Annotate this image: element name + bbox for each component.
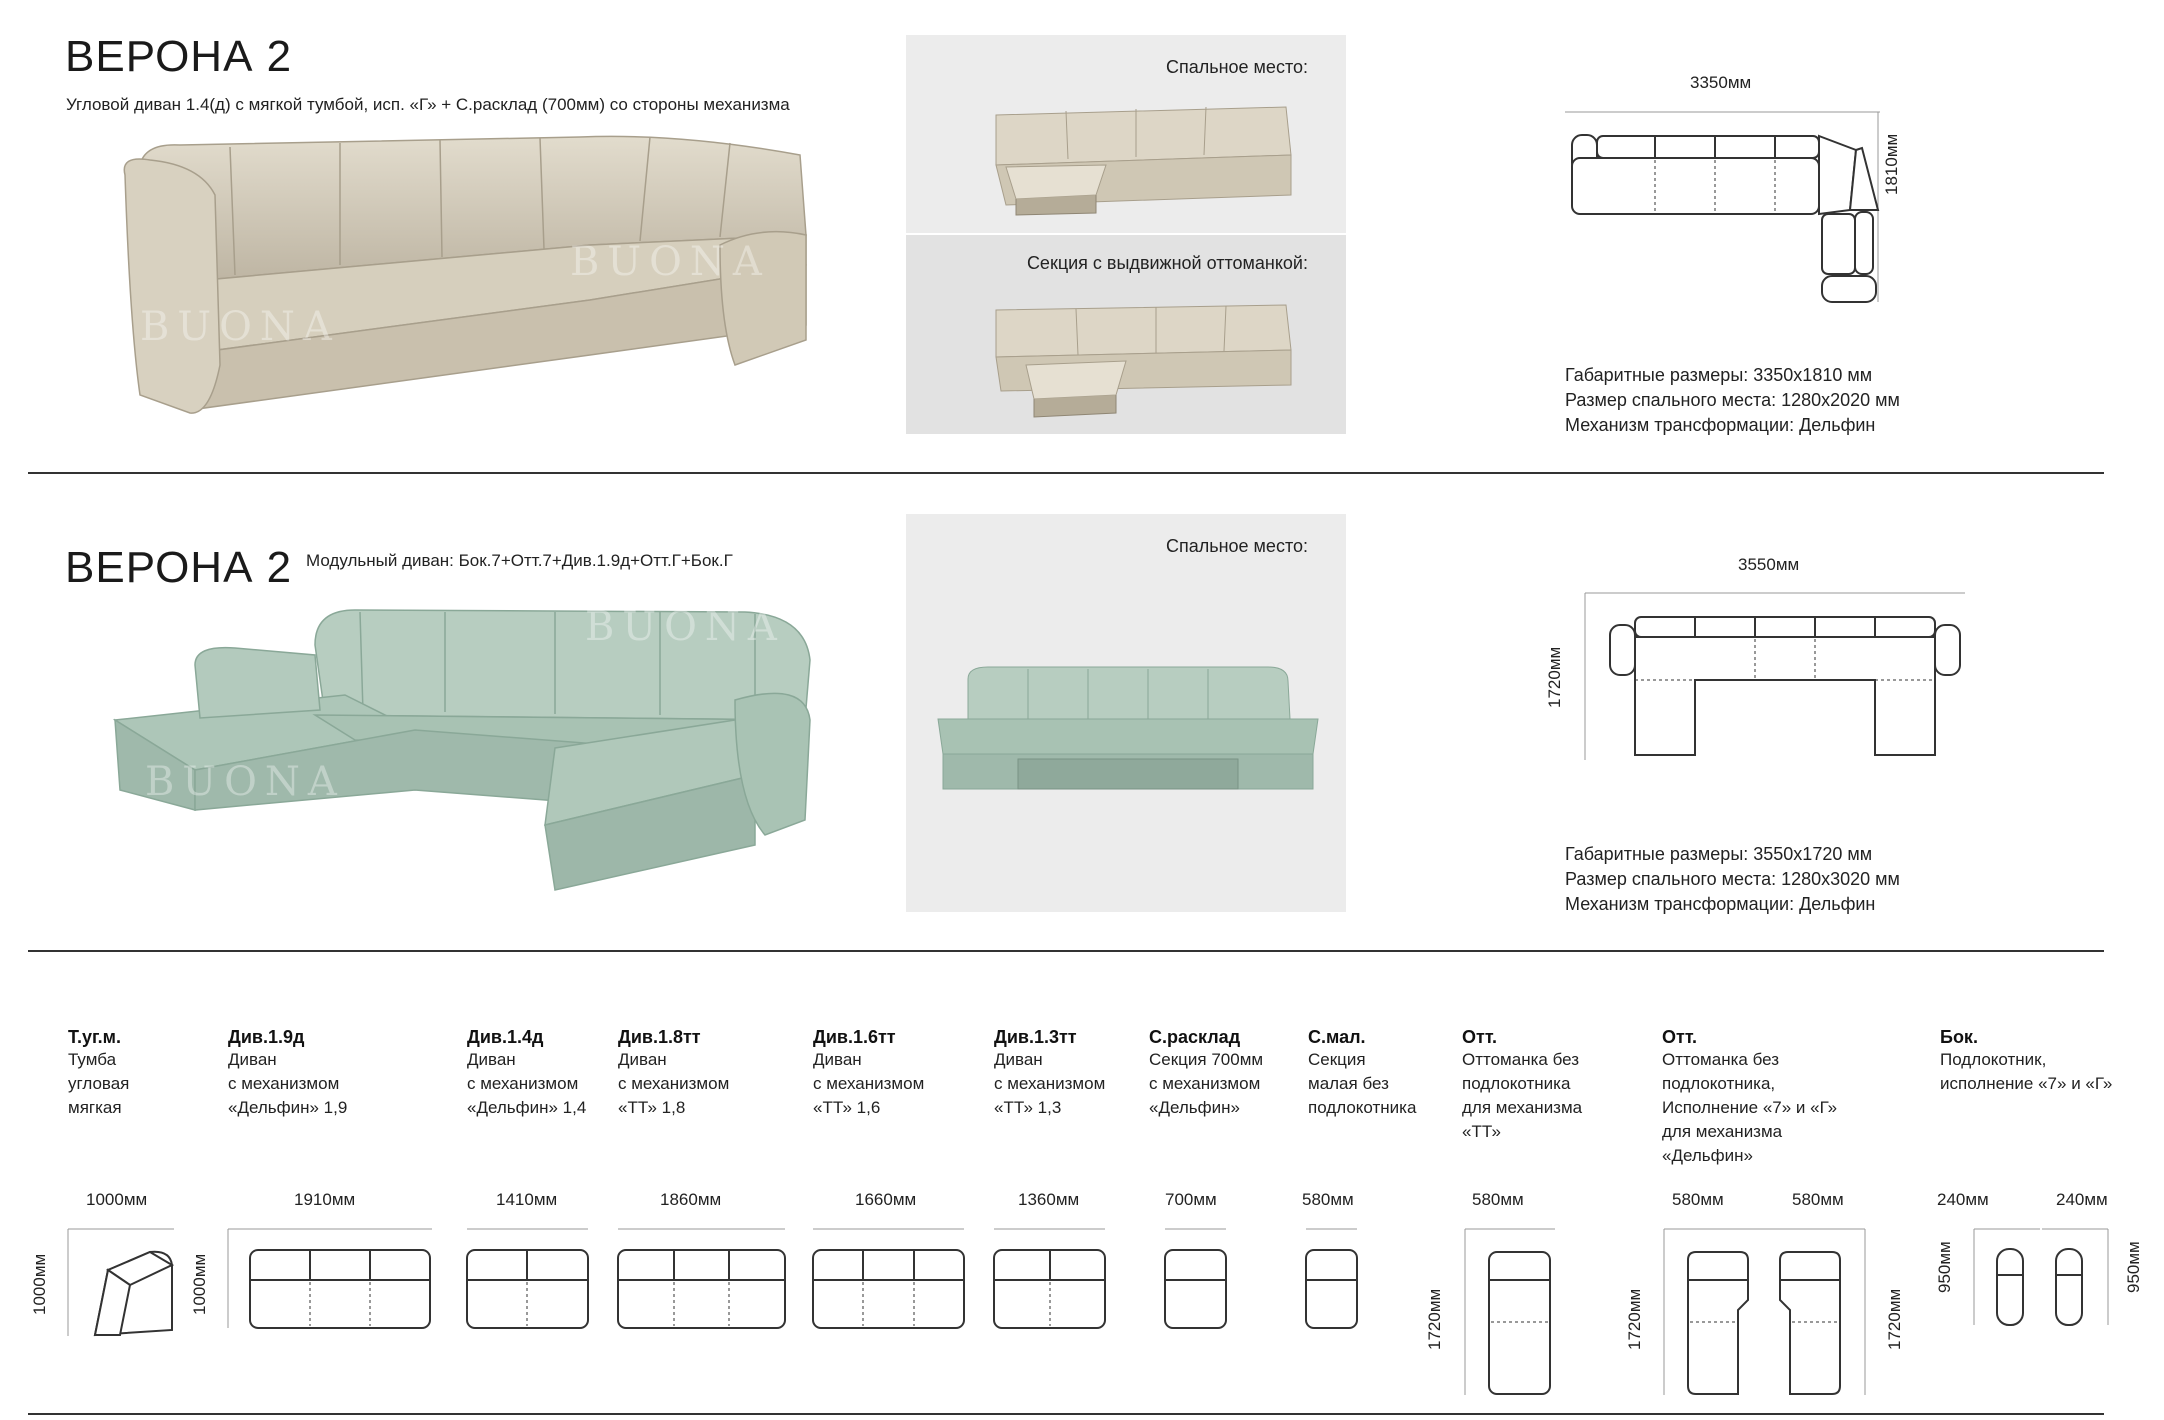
- module-desc-line: малая без: [1308, 1074, 1389, 1093]
- module-div-1-9d: [228, 1027, 347, 1120]
- module-desc-line: Оттоманка без: [1462, 1050, 1579, 1069]
- module-code: Див.1.3тт: [994, 1027, 1077, 1047]
- dim-label: 1000мм: [30, 1253, 49, 1315]
- module-s-mal: [1308, 1027, 1416, 1120]
- module-code: С.мал.: [1308, 1027, 1366, 1047]
- module-desc-line: «ТТ»: [1462, 1122, 1501, 1141]
- module-desc-line: для механизма: [1462, 1098, 1583, 1117]
- section1-dim-depth: 1810мм: [1882, 133, 1901, 195]
- section2-specs: [1565, 842, 1900, 917]
- section1-watermark-left: BUONA: [140, 304, 340, 350]
- dim-label: 580мм: [1302, 1190, 1354, 1209]
- s-rasklad-drawing: [1165, 1229, 1226, 1328]
- module-desc-line: Диван: [618, 1050, 667, 1069]
- module-div-1-4d: [467, 1027, 586, 1120]
- divider-1: [28, 472, 2104, 474]
- dim-label: 240мм: [1937, 1190, 1989, 1209]
- module-code: Бок.: [1940, 1027, 1978, 1047]
- dim-label: 700мм: [1165, 1190, 1217, 1209]
- section2-dim-width: 3550мм: [1738, 555, 1800, 574]
- armrest-drawing: [1974, 1229, 2108, 1325]
- module-desc-line: с механизмом: [994, 1074, 1106, 1093]
- module-desc-line: «Дельфин» 1,4: [467, 1098, 587, 1117]
- ottoman-tt-drawing: [1465, 1229, 1555, 1395]
- section2-dim-depth: 1720мм: [1545, 646, 1564, 708]
- module-code: Т.уг.м.: [68, 1027, 121, 1047]
- module-desc-line: Оттоманка без: [1662, 1050, 1779, 1069]
- section1-spec-dimensions: Габаритные размеры: 3350х1810 мм: [1565, 365, 1873, 385]
- module-code: Отт.: [1662, 1027, 1698, 1047]
- module-desc-line: Тумба: [68, 1050, 117, 1069]
- section1-plan-diagram: [1560, 100, 1880, 320]
- dim-label: 1000мм: [190, 1253, 209, 1315]
- divider-2: [28, 950, 2104, 952]
- div-1-3tt-drawing: [994, 1229, 1105, 1328]
- module-ottoman-tt: [1462, 1027, 1582, 1144]
- section1-panel-ottoman-label: Секция с выдвижной оттоманкой:: [1026, 253, 1308, 273]
- module-code: С.расклад: [1149, 1027, 1241, 1047]
- module-div-1-8tt: [618, 1027, 729, 1120]
- module-desc-line: с механизмом: [1149, 1074, 1261, 1093]
- section1-sofa-photo: [120, 125, 810, 415]
- section2-watermark-right: BUONA: [585, 604, 785, 650]
- section2-sofa-photo: [115, 600, 815, 900]
- module-code: Див.1.8тт: [618, 1027, 701, 1047]
- module-desc-line: Секция: [1308, 1050, 1366, 1069]
- module-div-1-6tt: [813, 1027, 924, 1120]
- s-mal-drawing: [1306, 1229, 1357, 1328]
- ottoman-section-photo-icon: [986, 295, 1296, 425]
- dim-label: 1720мм: [1625, 1288, 1644, 1350]
- section1-watermark-right: BUONA: [570, 239, 770, 285]
- div-1-4-drawing: [467, 1229, 588, 1328]
- section1-spec-mechanism: Механизм трансформации: Дельфин: [1565, 415, 1876, 435]
- ottoman-delfin-drawing: [1664, 1229, 1865, 1395]
- module-desc-line: с механизмом: [467, 1074, 579, 1093]
- corner-table-drawing: [68, 1229, 174, 1336]
- section1-panel-ottoman: [906, 235, 1346, 434]
- module-desc-line: «Дельфин» 1,9: [228, 1098, 348, 1117]
- section2-spec-dimensions: Габаритные размеры: 3550х1720 мм: [1565, 844, 1873, 864]
- dim-label: 1000мм: [86, 1190, 148, 1209]
- module-desc-line: подлокотника,: [1662, 1074, 1776, 1093]
- dim-label: 1720мм: [1425, 1288, 1444, 1350]
- module-desc-line: Подлокотник,: [1940, 1050, 2047, 1069]
- module-desc-line: мягкая: [68, 1098, 122, 1117]
- module-div-1-3tt: [994, 1027, 1105, 1120]
- dim-label: 240мм: [2056, 1190, 2108, 1209]
- module-desc-line: «ТТ» 1,6: [813, 1098, 881, 1117]
- module-desc-line: угловая: [68, 1074, 130, 1093]
- dim-label: 580мм: [1672, 1190, 1724, 1209]
- dim-label: 1360мм: [1018, 1190, 1080, 1209]
- div-1-9-drawing: [228, 1229, 432, 1328]
- section2-spec-mechanism: Механизм трансформации: Дельфин: [1565, 894, 1876, 914]
- module-armrest: [1940, 1027, 2112, 1096]
- module-code: Див.1.6тт: [813, 1027, 896, 1047]
- section2-panel-sleeping-label: Спальное место:: [1165, 536, 1308, 556]
- div-1-8tt-drawing: [618, 1229, 785, 1328]
- module-desc-line: подлокотника: [1308, 1098, 1417, 1117]
- div-1-6tt-drawing: [813, 1229, 964, 1328]
- section2-panel-sleeping: [906, 514, 1346, 912]
- dim-label: 1410мм: [496, 1190, 558, 1209]
- sofa-bed-photo-icon: [986, 95, 1296, 225]
- module-code: Див.1.9д: [228, 1027, 305, 1047]
- divider-3: [28, 1413, 2104, 1415]
- modules-drawings: [0, 1200, 2164, 1420]
- section1-dim-width: 3350мм: [1690, 73, 1752, 92]
- section1-specs: [1565, 363, 1900, 438]
- module-desc-line: Диван: [228, 1050, 277, 1069]
- module-desc-line: с механизмом: [813, 1074, 925, 1093]
- module-desc-line: «Дельфин»: [1662, 1146, 1753, 1165]
- dim-label: 1720мм: [1885, 1288, 1904, 1350]
- module-desc-line: для механизма: [1662, 1122, 1783, 1141]
- section2-subtitle: Модульный диван: Бок.7+Отт.7+Див.1.9д+Отт.Г+Бок.Г: [306, 551, 733, 570]
- module-desc-line: Диван: [994, 1050, 1043, 1069]
- module-code: Отт.: [1462, 1027, 1498, 1047]
- module-s-rasklad: [1149, 1027, 1263, 1120]
- module-desc-line: Диван: [467, 1050, 516, 1069]
- module-desc-line: исполнение «7» и «Г»: [1940, 1074, 2113, 1093]
- module-desc-line: «ТТ» 1,3: [994, 1098, 1062, 1117]
- dim-label: 580мм: [1472, 1190, 1524, 1209]
- section1-panel-sleeping: [906, 35, 1346, 233]
- module-desc-line: с механизмом: [618, 1074, 730, 1093]
- dim-label: 580мм: [1792, 1190, 1844, 1209]
- section2-spec-sleeping-size: Размер спального места: 1280х3020 мм: [1565, 869, 1900, 889]
- section1-panel-sleeping-label: Спальное место:: [1165, 57, 1308, 77]
- module-desc-line: «ТТ» 1,8: [618, 1098, 686, 1117]
- section2-watermark-left: BUONA: [145, 759, 345, 805]
- module-desc-line: подлокотника: [1462, 1074, 1571, 1093]
- section2-plan-diagram: [1580, 585, 1960, 770]
- dim-label: 1860мм: [660, 1190, 722, 1209]
- module-code: Див.1.4д: [467, 1027, 544, 1047]
- module-ottoman-delfin: [1662, 1027, 1837, 1168]
- section1-subtitle: Угловой диван 1.4(д) с мягкой тумбой, исп. «Г» + С.расклад (700мм) со стороны механизма: [66, 95, 790, 114]
- module-desc-line: Секция 700мм: [1149, 1050, 1264, 1069]
- dim-label: 950мм: [2124, 1241, 2143, 1293]
- section1-spec-sleeping-size: Размер спального места: 1280х2020 мм: [1565, 390, 1900, 410]
- section2-title: ВЕРОНА 2: [65, 543, 293, 592]
- module-desc-line: с механизмом: [228, 1074, 340, 1093]
- dim-label: 1910мм: [294, 1190, 356, 1209]
- dim-label: 1660мм: [855, 1190, 917, 1209]
- module-desc-line: «Дельфин»: [1149, 1098, 1240, 1117]
- dim-label: 950мм: [1935, 1241, 1954, 1293]
- module-corner-table: [68, 1027, 129, 1120]
- section1-title: ВЕРОНА 2: [65, 32, 293, 81]
- module-desc-line: Диван: [813, 1050, 862, 1069]
- sofa-bed-green-photo-icon: [928, 659, 1328, 809]
- module-desc-line: Исполнение «7» и «Г»: [1662, 1098, 1838, 1117]
